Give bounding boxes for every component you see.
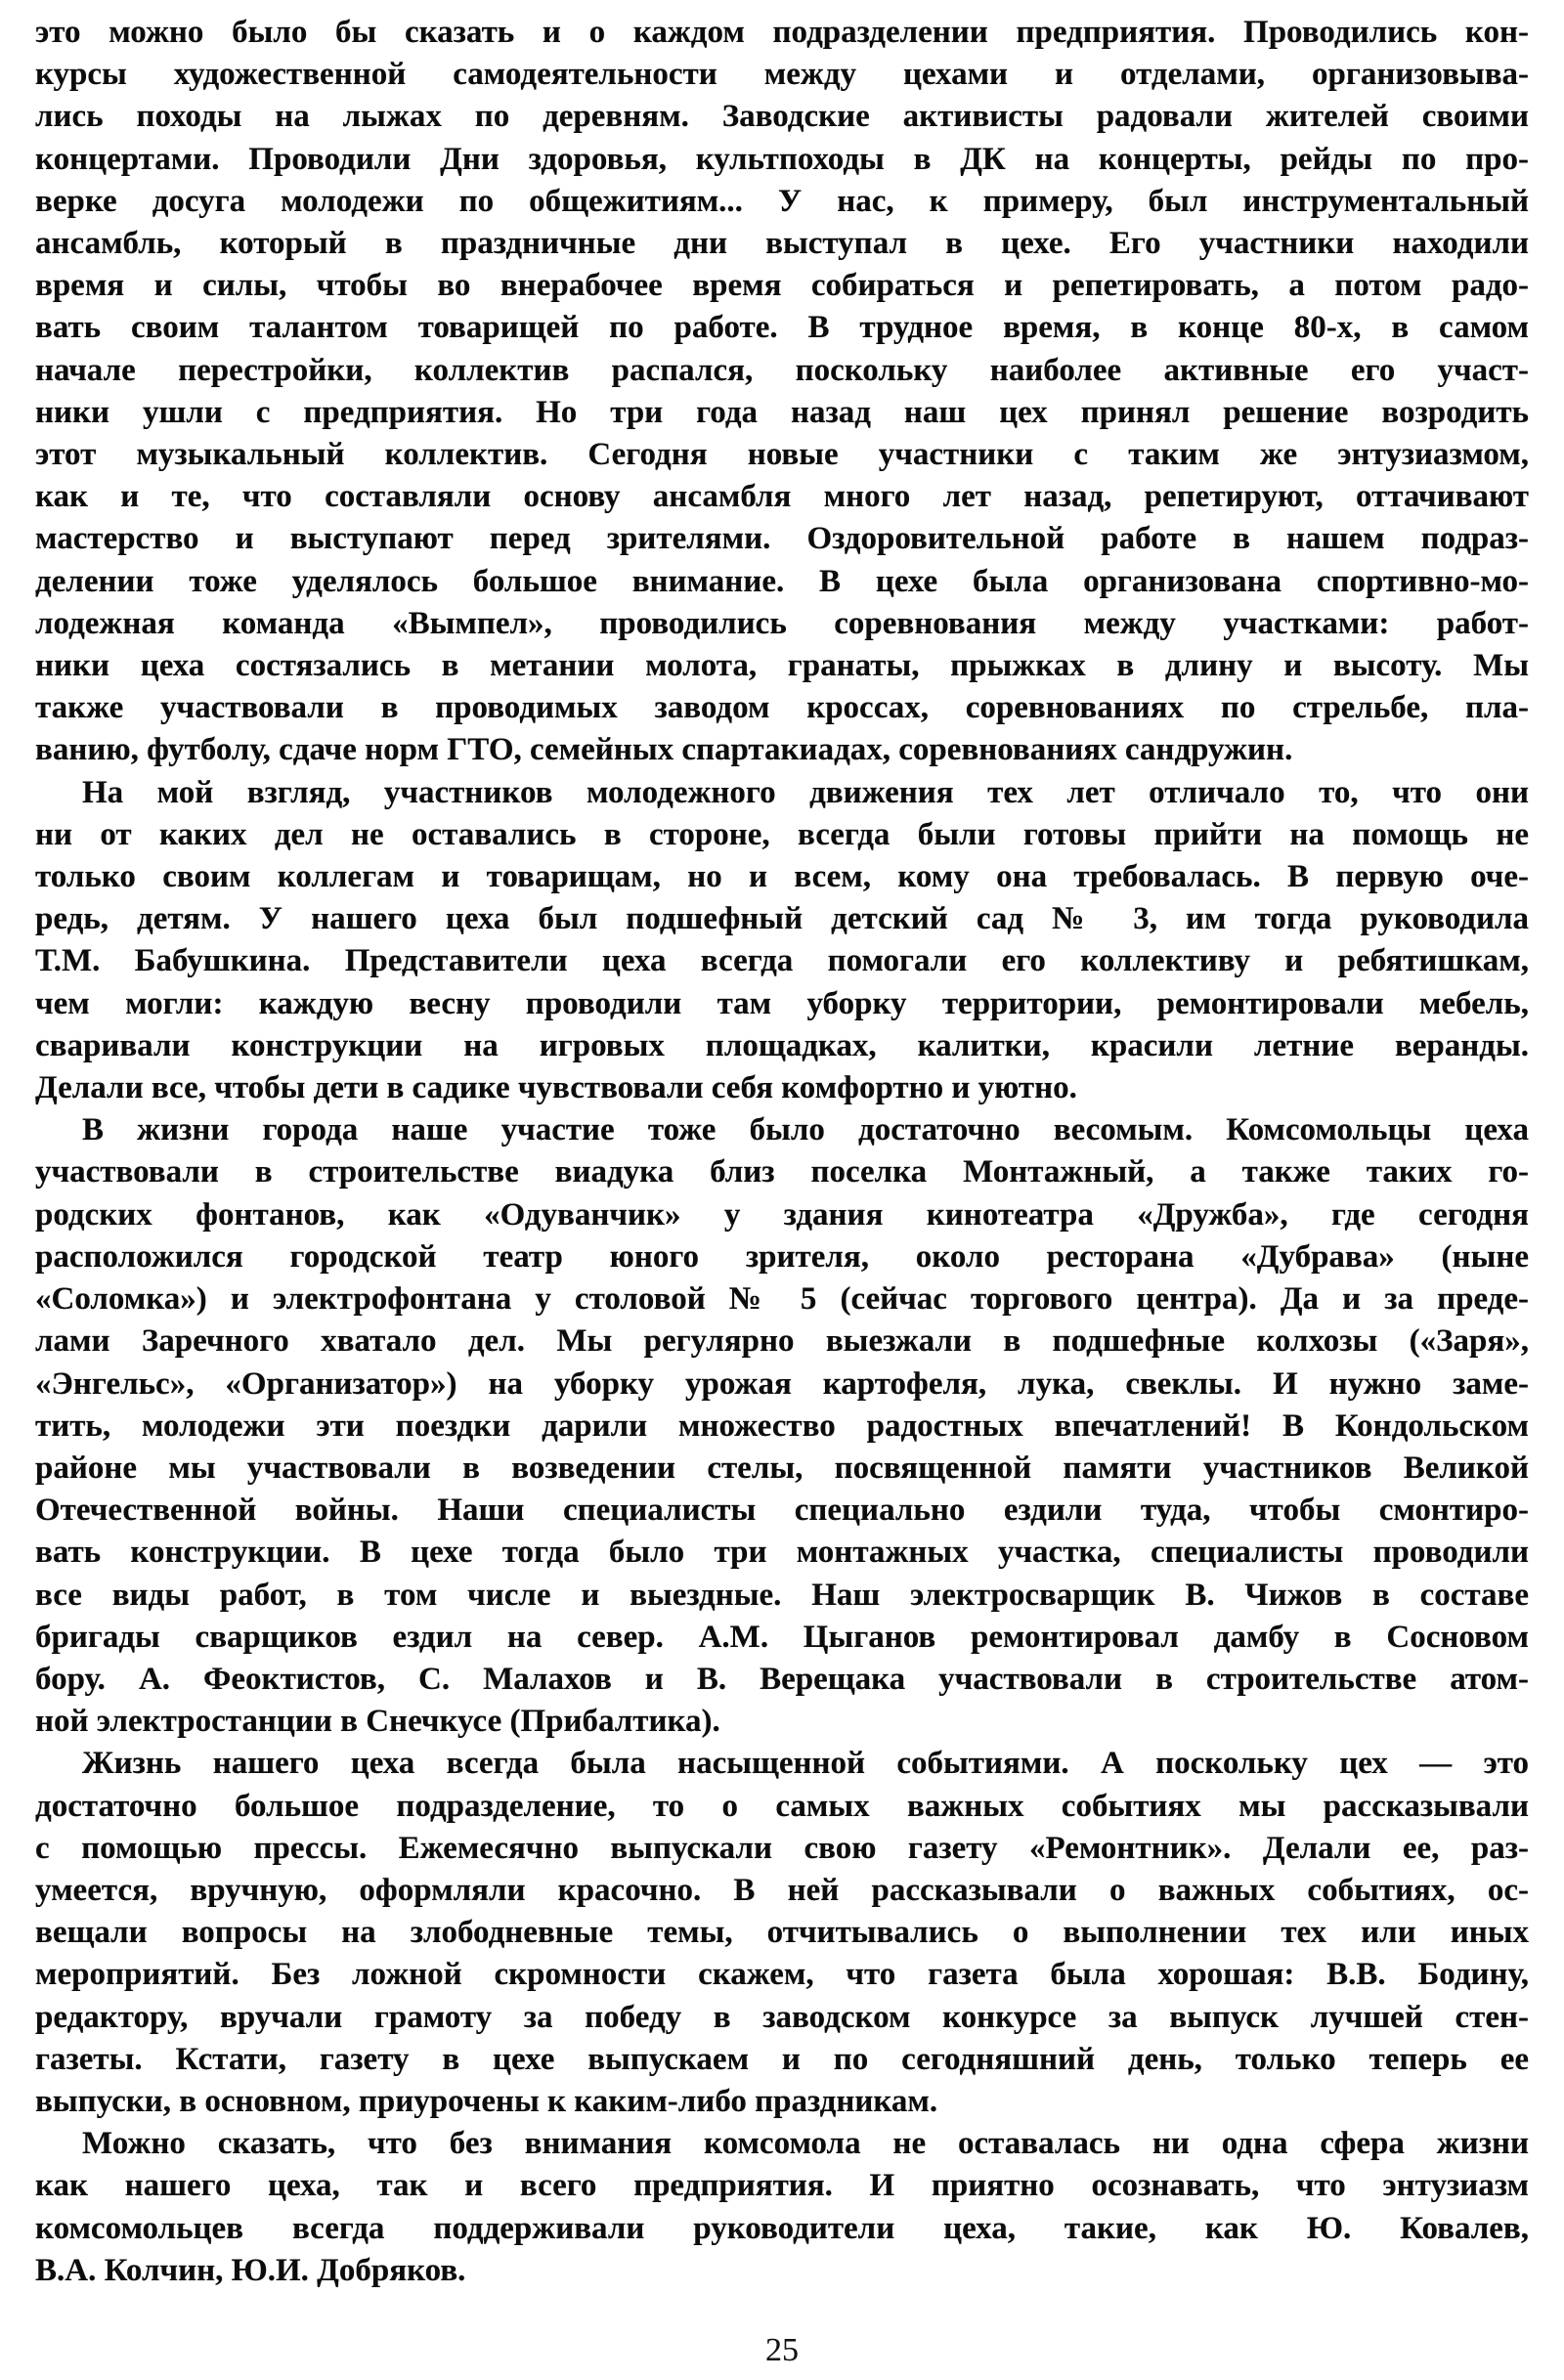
text-line: Отечественной войны. Наши специалисты специально ездили туда, чтобы смонтиро- [35,1493,1529,1529]
text-line: вещали вопросы на злободневные темы, отчитывались о выполнении тех или иных [35,1915,1529,1951]
text-line: ансамбль, который в праздничные дни выступал в цехе. Его участники находили [35,226,1529,262]
text-line: этот музыкальный коллектив. Сегодня новые участники с таким же энтузиазмом, [35,437,1529,473]
text-line: выпуски, в основном, приурочены к каким-либо праздникам. [35,2083,938,2119]
text-line: мастерство и выступают перед зрителями. Оздоровительной работе в нашем подраз- [35,521,1529,557]
text-line: время и силы, чтобы во внерабочее время собираться и репетировать, а потом радо- [35,268,1529,304]
text-line: лись походы на лыжах по деревням. Заводские активисты радовали жителей своими [35,99,1529,135]
text-line: ники цеха состязались в метании молота, гранаты, прыжках в длину и высоту. Мы [35,648,1529,684]
text-line: бригады сварщиков ездил на север. А.М. Цыганов ремонтировал дамбу в Сосновом [35,1619,1529,1655]
paragraph [35,1109,1529,1743]
text-line: это можно было бы сказать и о каждом подразделении предприятия. Проводились кон- [35,15,1529,50]
text-line: тить, молодежи эти поездки дарили множество радостных впечатлений! В Кондольском [35,1407,1529,1444]
text-line: все виды работ, в том числе и выездные. Наш электросварщик В. Чижов в составе [35,1577,1529,1613]
text-line: чем могли: каждую весну проводили там уборку территории, ремонтировали мебель, [35,985,1529,1021]
text-line: «Соломка») и электрофонтана у столовой № 5 (сейчас торгового центра). Да и за преде- [35,1281,1529,1318]
text-line: районе мы участвовали в возведении стелы, посвященной памяти участников Великой [35,1450,1529,1486]
text-line: участвовали в строительстве виадука близ поселка Монтажный, а также таких го- [35,1154,1529,1190]
text-line: лами Заречного хватало дел. Мы регулярно выезжали в подшефные колхозы («Заря», [35,1323,1529,1360]
text-line: ни от каких дел не оставались в стороне, всегда были готовы прийти на помощь не [35,816,1529,852]
paragraph [35,1743,1529,2123]
text-line: редактору, вручали грамоту за победу в заводском конкурсе за выпуск лучшей стен- [35,1999,1529,2035]
text-line: умеется, вручную, оформляли красочно. В ней рассказывали о важных событиях, ос- [35,1872,1529,1908]
text-line: комсомольцев всегда поддерживали руководители цеха, такие, как Ю. Ковалев, [35,2210,1529,2246]
text-line: газеты. Кстати, газету в цехе выпускаем и по сегодняшний день, только теперь ее [35,2041,1529,2077]
text-line: ванию, футболу, сдаче норм ГТО, семейных спартакиадах, соревнованиях сандружин. [35,732,1293,768]
text-line: вать конструкции. В цехе тогда было три монтажных участка, специалисты проводили [35,1535,1529,1571]
paragraph [35,772,1529,1110]
text-line: редь, детям. У нашего цеха был подшефный детский сад № 3, им тогда руководила [35,901,1529,937]
text-line: Делали все, чтобы дети в садике чувствовали себя комфортно и уютно. [35,1070,1077,1106]
paragraph [35,12,1529,772]
page-text-block [35,12,1529,2292]
text-line: с помощью прессы. Ежемесячно выпускали свою газету «Ремонтник». Делали ее, раз- [35,1830,1529,1866]
text-line: бору. А. Феоктистов, С. Малахов и В. Верещака участвовали в строительстве атом- [35,1661,1529,1697]
text-line: Можно сказать, что без внимания комсомола не оставалась ни одна сфера жизни [82,2126,1529,2162]
text-line: как нашего цеха, так и всего предприятия. И приятно осознавать, что энтузиазм [35,2168,1529,2204]
text-line: Жизнь нашего цеха всегда была насыщенной событиями. А поскольку цех — это [82,1746,1529,1782]
paragraph [35,2123,1529,2292]
text-line: только своим коллегам и товарищам, но и всем, кому она требовалась. В первую оче- [35,859,1529,895]
text-line: родских фонтанов, как «Одуванчик» у здания кинотеатра «Дружба», где сегодня [35,1196,1529,1233]
text-line: ники ушли с предприятия. Но три года назад наш цех принял решение возродить [35,394,1529,430]
text-line: концертами. Проводили Дни здоровья, культпоходы в ДК на концерты, рейды по про- [35,141,1529,177]
text-line: На мой взгляд, участников молодежного движения тех лет отличало то, что они [82,774,1529,810]
text-line: В жизни города наше участие тоже было достаточно весомым. Комсомольцы цеха [82,1112,1529,1148]
text-line: мероприятий. Без ложной скромности скажем, что газета была хорошая: В.В. Бодину, [35,1957,1529,1993]
text-line: лодежная команда «Вымпел», проводились соревнования между участками: работ- [35,605,1529,641]
page-number: 25 [765,2332,799,2368]
text-line: ной электростанции в Снечкусе (Прибалтика). [35,1704,720,1740]
text-line: «Энгельс», «Организатор») на уборку урожая картофеля, лука, свеклы. И нужно заме- [35,1365,1529,1402]
text-line: Т.М. Бабушкина. Представители цеха всегда помогали его коллективу и ребятишкам, [35,943,1529,979]
text-line: В.А. Колчин, Ю.И. Добряков. [35,2252,466,2288]
text-line: верке досуга молодежи по общежитиям... У нас, к примеру, был инструментальный [35,183,1529,219]
text-line: сваривали конструкции на игровых площадках, калитки, красили летние веранды. [35,1027,1529,1063]
text-line: курсы художественной самодеятельности между цехами и отделами, организовыва- [35,57,1529,93]
text-line: расположился городской театр юного зрителя, около ресторана «Дубрава» (ныне [35,1238,1529,1275]
text-line: также участвовали в проводимых заводом кроссах, соревнованиях по стрельбе, пла- [35,690,1529,726]
text-line: достаточно большое подразделение, то о самых важных событиях мы рассказывали [35,1788,1529,1824]
text-line: вать своим талантом товарищей по работе. В трудное время, в конце 80-х, в самом [35,310,1529,346]
text-line: как и те, что составляли основу ансамбля много лет назад, репетируют, оттачивают [35,479,1529,515]
text-line: делении тоже уделялось большое внимание. В цехе была организована спортивно-мо- [35,563,1529,599]
text-line: начале перестройки, коллектив распался, поскольку наиболее активные его участ- [35,352,1529,388]
